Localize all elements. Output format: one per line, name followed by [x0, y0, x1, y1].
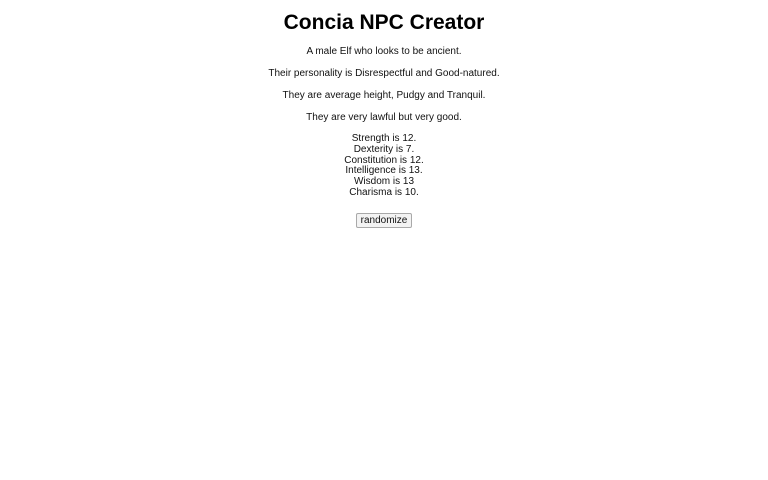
page-title: Concia NPC Creator [283, 11, 485, 34]
npc-alignment-text: They are very lawful but very good. [306, 112, 462, 123]
strength-stat: Strength is 12. [351, 133, 417, 144]
npc-identity-text: A male Elf who looks to be ancient. [306, 46, 462, 57]
controls [0, 210, 768, 228]
dexterity-stat: Dexterity is 7. [353, 143, 415, 155]
randomize-button[interactable]: randomize [356, 213, 413, 228]
npc-appearance-text: They are average height, Pudgy and Tranquil. [282, 90, 486, 101]
wisdom-stat: Wisdom is 13 [353, 176, 414, 188]
constitution-stat: Constitution is 12. [344, 154, 424, 166]
intelligence-stat: Intelligence is 13. [345, 165, 423, 177]
npc-creator-page [0, 0, 768, 228]
charisma-stat: Charisma is 10. [349, 186, 419, 198]
ability-scores [0, 134, 768, 199]
npc-personality-text: Their personality is Disrespectful and Good-natured. [268, 68, 500, 79]
